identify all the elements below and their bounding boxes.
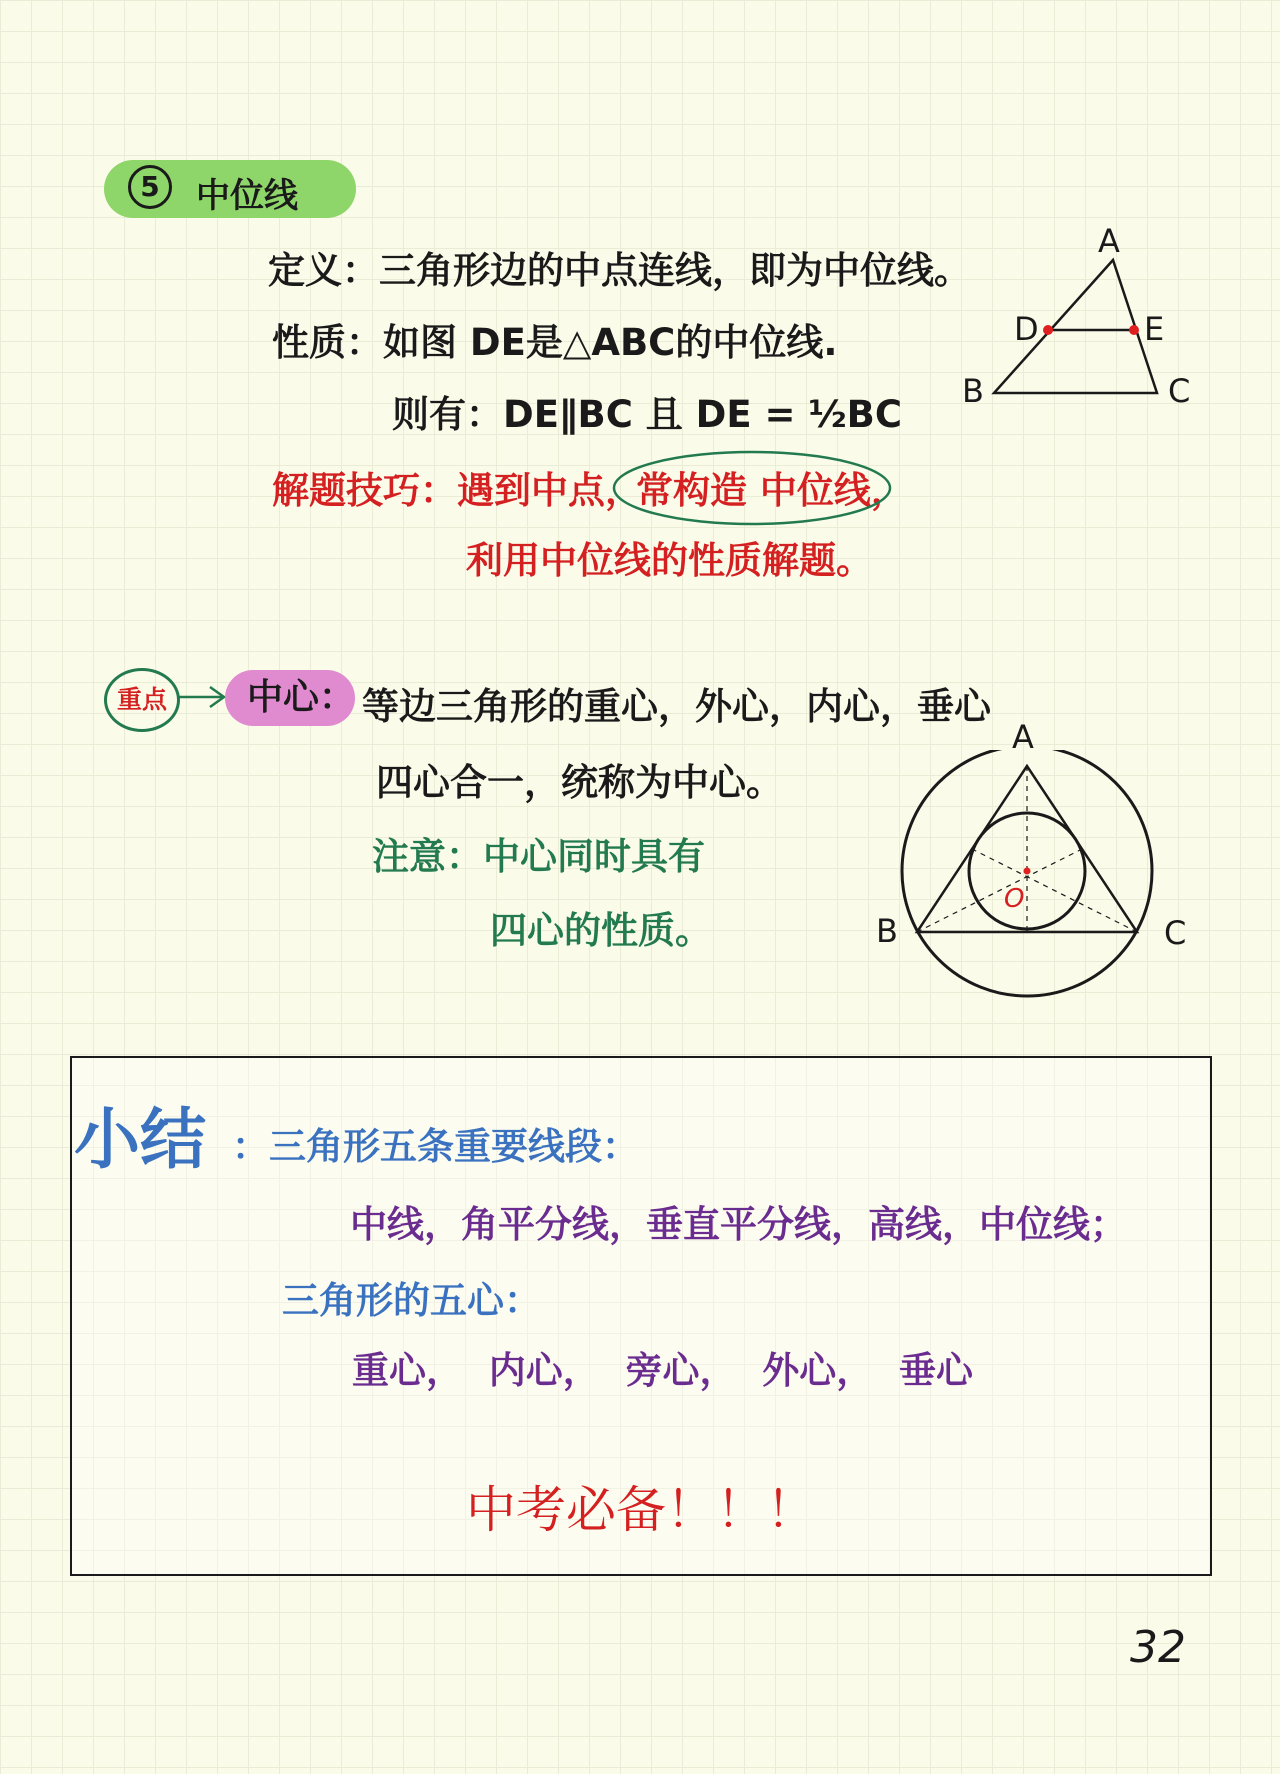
summary-line1: ：三角形五条重要线段： (232, 1125, 639, 1168)
label-b: B (962, 372, 984, 410)
label-center-a: A (1012, 718, 1034, 756)
property-formula: 则有：DE∥BC 且 DE = ½BC (392, 393, 903, 436)
summary-title: 小结 (74, 1101, 206, 1178)
center-definition-line2: 四心合一，统称为中心。 (376, 761, 783, 804)
property-text: 性质：如图 DE是△ABC的中位线. (272, 321, 838, 364)
center-definition-line1: 等边三角形的重心，外心，内心，垂心 (362, 685, 991, 728)
summary-exclaim: 中考必备！！！ (466, 1481, 816, 1539)
point-d (1043, 325, 1053, 335)
tip-text-circled: 常构造 中位线， (636, 469, 908, 512)
label-d: D (1014, 310, 1039, 348)
key-point-badge: 重点 (104, 668, 180, 732)
label-center-o: O (1004, 884, 1025, 914)
label-a: A (1098, 222, 1120, 260)
center-point-o (1024, 868, 1031, 875)
label-center-c: C (1164, 914, 1187, 952)
point-e (1129, 325, 1139, 335)
tip-circle-ellipse (610, 448, 895, 528)
tip-text-line2: 利用中位线的性质解题。 (466, 539, 873, 582)
label-c: C (1168, 372, 1191, 410)
tip-text-line1: 解题技巧：遇到中点， (272, 469, 642, 512)
summary-line2: 中线，角平分线，垂直平分线，高线，中位线； (350, 1203, 1127, 1246)
note-line2: 四心的性质。 (490, 909, 712, 952)
center-pill: 中心： (225, 670, 355, 726)
label-center-b: B (876, 912, 898, 950)
summary-line3: 三角形的五心： (282, 1279, 541, 1322)
summary-line4: 重心， 内心， 旁心， 外心， 垂心 (352, 1349, 974, 1392)
label-e: E (1144, 310, 1165, 348)
section-title: 中位线 (196, 176, 298, 216)
arrow-icon (176, 684, 228, 710)
note-line1: 注意：中心同时具有 (372, 835, 705, 878)
page-number: 32 (1130, 1622, 1186, 1673)
center-figure (890, 750, 1170, 1020)
definition-text: 定义：三角形边的中点连线，即为中位线。 (268, 249, 971, 292)
section-number-badge: 5 (128, 165, 172, 209)
